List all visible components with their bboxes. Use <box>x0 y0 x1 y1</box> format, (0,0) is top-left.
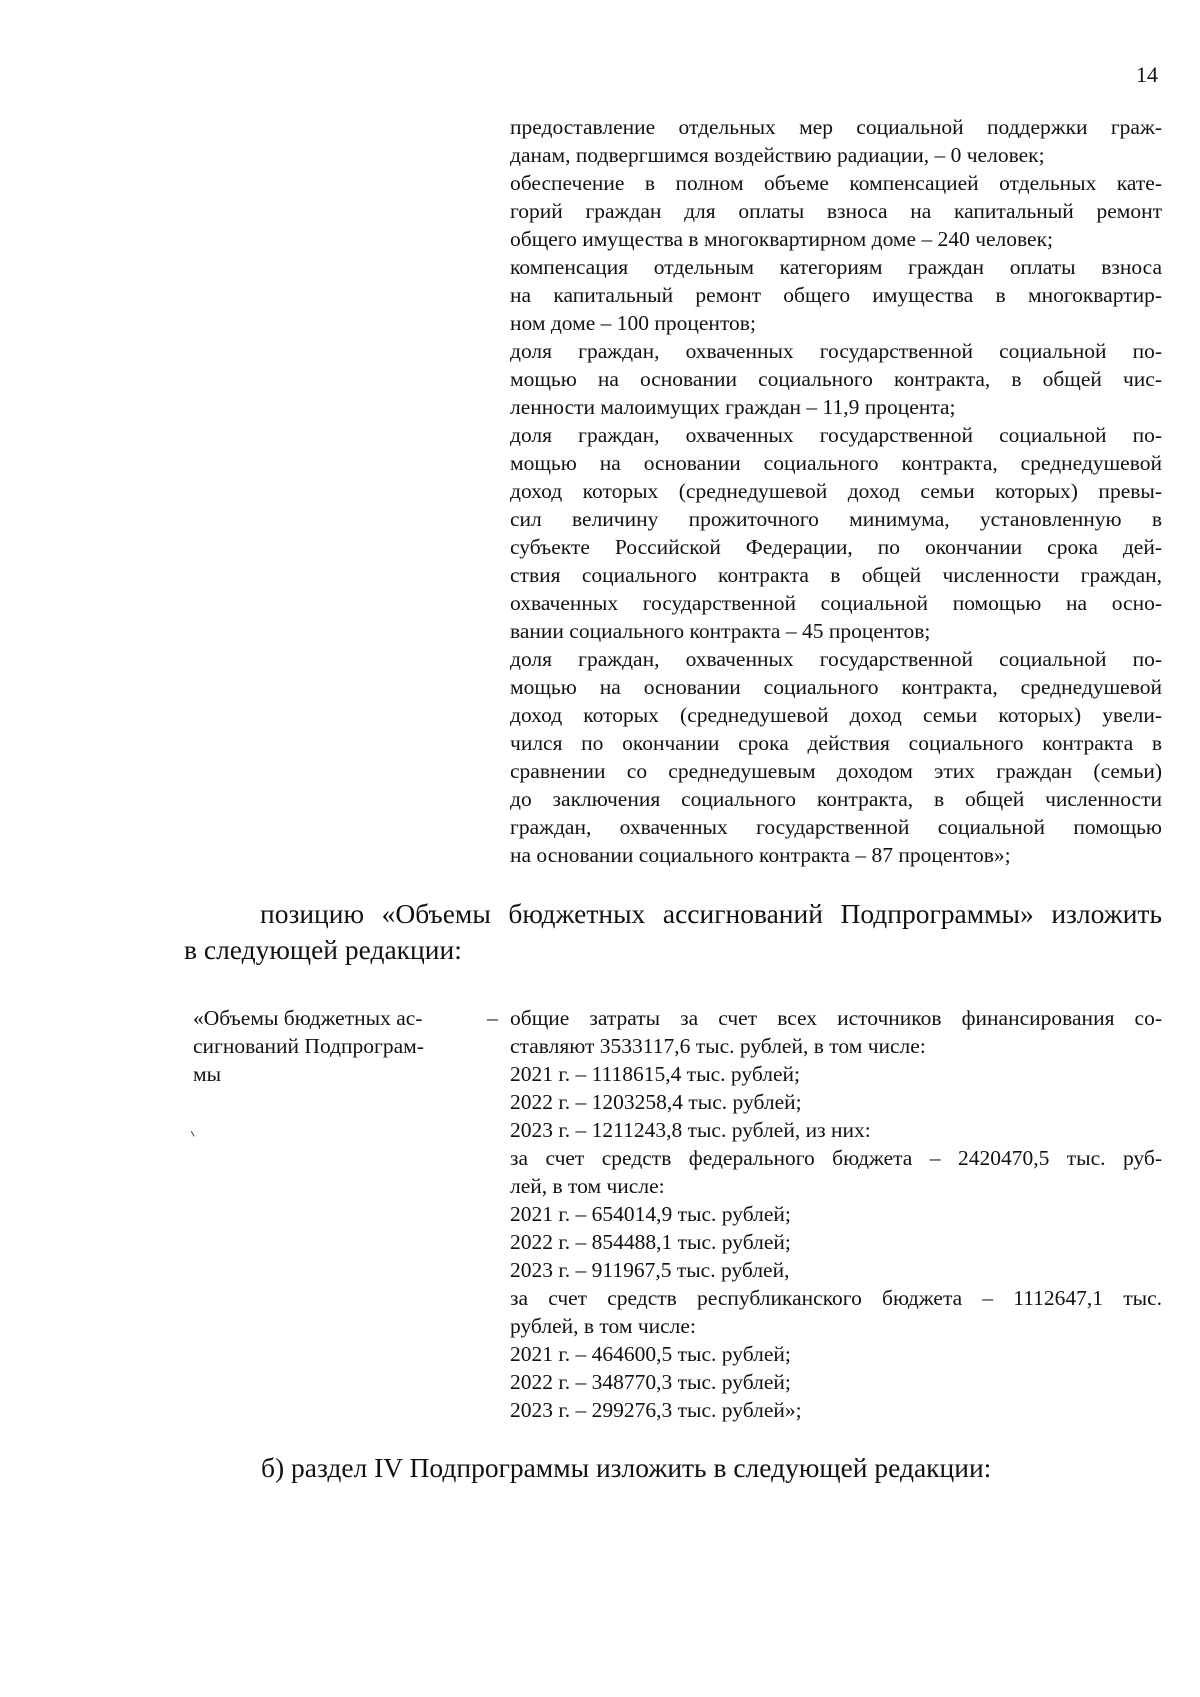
upper-block-line: на основании социального контракта – 87 процентов»; <box>510 843 1011 867</box>
funding-value-line: общие затраты за счет всех источников финансирования со- <box>510 1006 1162 1030</box>
funding-label-line: сигнований Подпрограм- <box>193 1034 424 1058</box>
funding-value-line: за счет средств республиканского бюджета – 1112647,1 тыс. <box>510 1286 1162 1310</box>
position-paragraph-line-2: в следующей редакции: <box>184 934 462 965</box>
upper-block-line: сил величину прожиточного минимума, установленную в <box>510 507 1162 531</box>
upper-block-line: данам, подвергшимся воздействию радиации, – 0 человек; <box>510 143 1045 167</box>
upper-block-line: на капитальный ремонт общего имущества в многоквартир- <box>510 283 1162 307</box>
upper-block-line: субъекте Российской Федерации, по окончании срока дей- <box>510 535 1162 559</box>
funding-label-line: «Объемы бюджетных ас- <box>193 1006 423 1030</box>
upper-block-line: охваченных государственной социальной помощью на осно- <box>510 591 1162 615</box>
funding-value-line: 2022 г. – 1203258,4 тыс. рублей; <box>510 1090 802 1114</box>
funding-row-label <box>193 1004 483 1088</box>
upper-block-line: доля граждан, охваченных государственной социальной по- <box>510 423 1162 447</box>
upper-indicators-block <box>510 113 1162 869</box>
section-b-heading: б) раздел IV Подпрограммы изложить в следующей редакции: <box>261 1452 992 1483</box>
upper-block-line: граждан, охваченных государственной социальной помощью <box>510 815 1162 839</box>
funding-value-line: 2022 г. – 348770,3 тыс. рублей; <box>510 1370 791 1394</box>
funding-value-line: за счет средств федерального бюджета – 2420470,5 тыс. руб- <box>510 1146 1162 1170</box>
upper-block-line: сравнении со среднедушевым доходом этих граждан (семьи) <box>510 759 1162 783</box>
upper-block-line: мощью на основании социального контракта, в общей чис- <box>510 367 1162 391</box>
funding-value-line: 2023 г. – 911967,5 тыс. рублей, <box>510 1258 790 1282</box>
page-number: 14 <box>1136 62 1158 87</box>
upper-block-line: мощью на основании социального контракта, среднедушевой <box>510 451 1162 475</box>
funding-value-line: 2023 г. – 1211243,8 тыс. рублей, из них: <box>510 1118 871 1142</box>
upper-block-line: компенсация отдельным категориям граждан оплаты взноса <box>510 255 1162 279</box>
position-paragraph-line-1: позицию «Объемы бюджетных ассигнований Подпрограммы» изложить <box>260 898 1162 929</box>
funding-value-line: лей, в том числе: <box>510 1174 665 1198</box>
upper-block-line: доход которых (среднедушевой доход семьи которых) превы- <box>510 479 1162 503</box>
funding-value-line: 2023 г. – 299276,3 тыс. рублей»; <box>510 1398 802 1422</box>
funding-row-dash: – <box>487 1006 498 1030</box>
upper-block-line: предоставление отдельных мер социальной поддержки граж- <box>510 115 1162 139</box>
upper-block-line: до заключения социального контракта, в общей численности <box>510 787 1162 811</box>
upper-block-line: чился по окончании срока действия социального контракта в <box>510 731 1162 755</box>
upper-block-line: вании социального контракта – 45 процентов; <box>510 619 931 643</box>
upper-block-line: ленности малоимущих граждан – 11,9 процента; <box>510 395 956 419</box>
upper-block-line: общего имущества в многоквартирном доме – 240 человек; <box>510 227 1054 251</box>
scan-mark <box>191 1129 197 1136</box>
funding-value-line: 2021 г. – 1118615,4 тыс. рублей; <box>510 1062 801 1086</box>
upper-block-line: ствия социального контракта в общей численности граждан, <box>510 563 1162 587</box>
upper-block-line: доля граждан, охваченных государственной социальной по- <box>510 339 1162 363</box>
funding-value-line: 2021 г. – 654014,9 тыс. рублей; <box>510 1202 791 1226</box>
funding-value-line: рублей, в том числе: <box>510 1314 696 1338</box>
position-paragraph <box>184 896 1162 968</box>
funding-value-line: ставляют 3533117,6 тыс. рублей, в том числе: <box>510 1034 926 1058</box>
funding-value-line: 2021 г. – 464600,5 тыс. рублей; <box>510 1342 791 1366</box>
upper-block-line: доля граждан, охваченных государственной социальной по- <box>510 647 1162 671</box>
upper-block-line: горий граждан для оплаты взноса на капитальный ремонт <box>510 199 1162 223</box>
funding-value-line: 2022 г. – 854488,1 тыс. рублей; <box>510 1230 791 1254</box>
upper-block-line: мощью на основании социального контракта, среднедушевой <box>510 675 1162 699</box>
funding-row-values <box>510 1004 1162 1424</box>
funding-label-line: мы <box>193 1062 222 1086</box>
upper-block-line: обеспечение в полном объеме компенсацией отдельных кате- <box>510 171 1162 195</box>
upper-block-line: доход которых (среднедушевой доход семьи которых) увели- <box>510 703 1162 727</box>
upper-block-line: ном доме – 100 процентов; <box>510 311 756 335</box>
